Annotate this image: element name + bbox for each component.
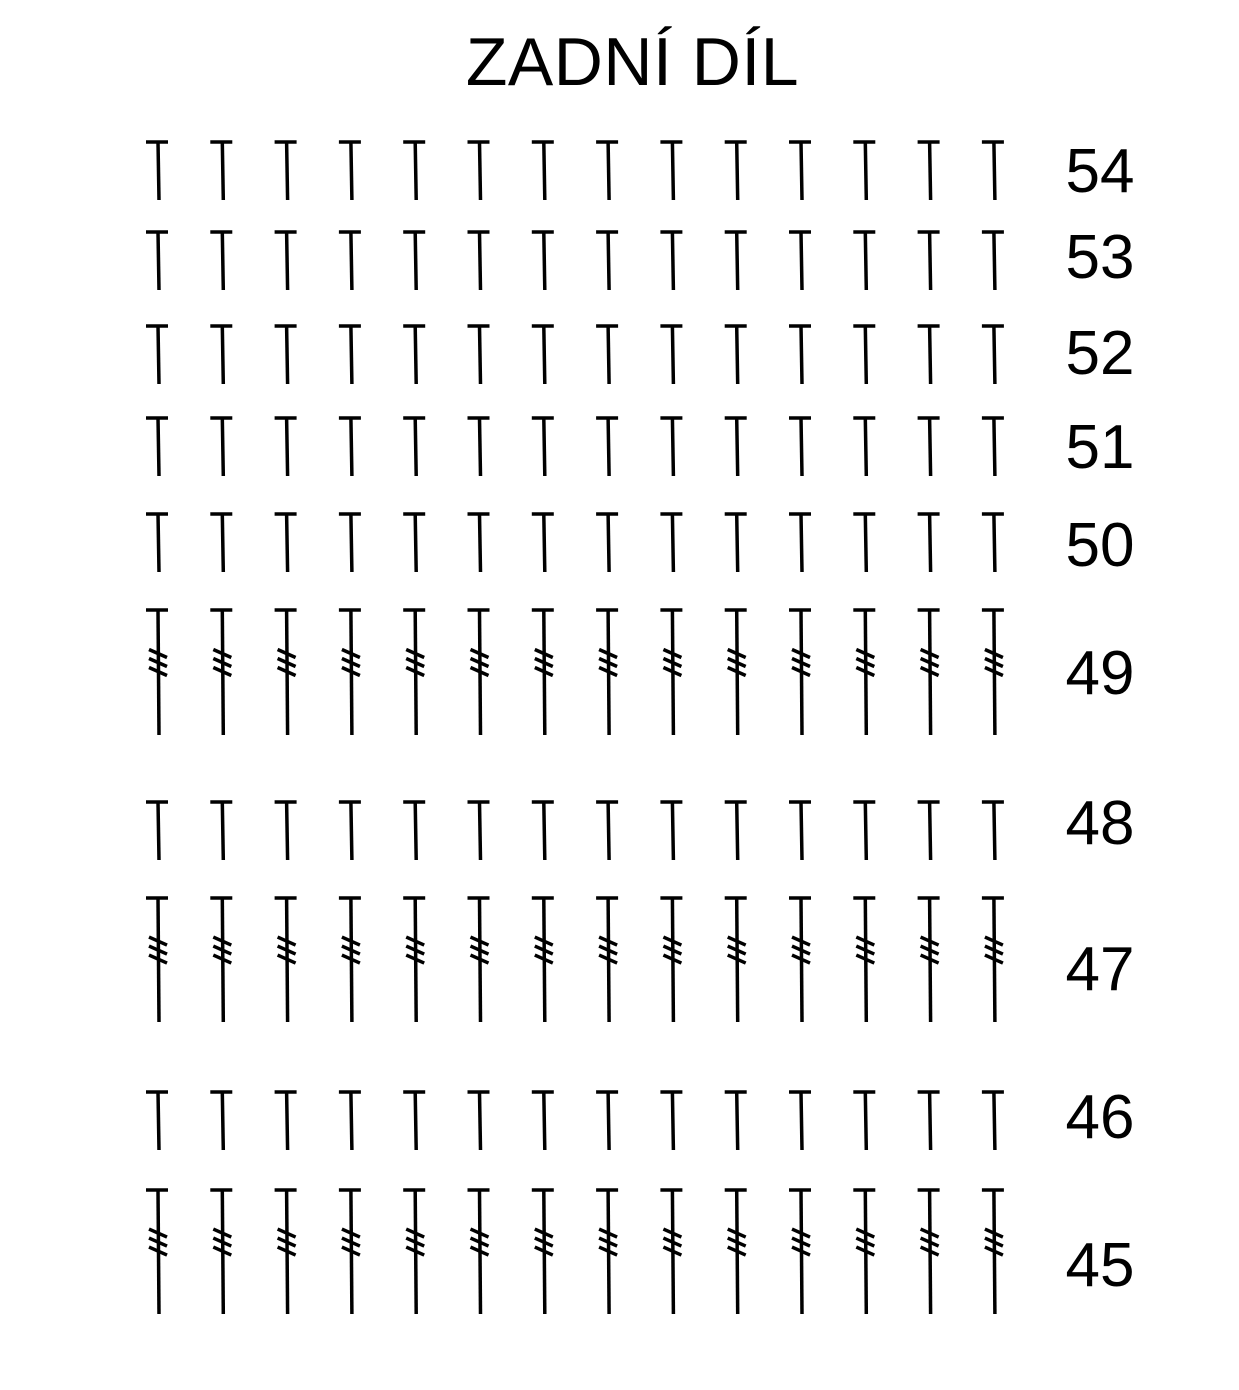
short-stitch-symbol	[660, 514, 682, 572]
short-stitch-symbol	[725, 232, 747, 290]
short-stitch-symbol	[918, 1092, 940, 1150]
tall-stitch-symbol	[596, 1190, 618, 1314]
short-stitch-symbol	[853, 1092, 875, 1150]
stitch-row-46	[146, 1083, 1134, 1152]
short-stitch-symbol	[725, 142, 747, 200]
short-stitch-symbol	[275, 1092, 297, 1150]
tall-stitch-symbol	[339, 610, 361, 735]
short-stitch-symbol	[789, 142, 811, 200]
tall-stitch-symbol	[468, 610, 490, 735]
short-stitch-symbol	[532, 326, 554, 384]
tall-stitch-symbol	[853, 898, 875, 1022]
short-stitch-symbol	[853, 142, 875, 200]
short-stitch-symbol	[982, 802, 1004, 860]
short-stitch-symbol	[725, 1092, 747, 1150]
short-stitch-symbol	[853, 802, 875, 860]
tall-stitch-symbol	[275, 898, 297, 1022]
tall-stitch-symbol	[403, 1190, 425, 1314]
tall-stitch-symbol	[210, 1190, 232, 1314]
short-stitch-symbol	[918, 232, 940, 290]
short-stitch-symbol	[596, 326, 618, 384]
tall-stitch-symbol	[789, 1190, 811, 1314]
tall-stitch-symbol	[982, 1190, 1004, 1314]
tall-stitch-symbol	[468, 898, 490, 1022]
tall-stitch-symbol	[660, 610, 682, 735]
short-stitch-symbol	[146, 1092, 168, 1150]
short-stitch-symbol	[789, 802, 811, 860]
short-stitch-symbol	[660, 326, 682, 384]
short-stitch-symbol	[403, 514, 425, 572]
short-stitch-symbol	[339, 802, 361, 860]
tall-stitch-symbol	[596, 898, 618, 1022]
short-stitch-symbol	[339, 418, 361, 476]
short-stitch-symbol	[532, 1092, 554, 1150]
short-stitch-symbol	[725, 802, 747, 860]
short-stitch-symbol	[146, 418, 168, 476]
short-stitch-symbol	[210, 514, 232, 572]
short-stitch-symbol	[918, 418, 940, 476]
short-stitch-symbol	[789, 1092, 811, 1150]
stitch-row-54	[146, 137, 1134, 206]
tall-stitch-symbol	[918, 1190, 940, 1314]
tall-stitch-symbol	[339, 898, 361, 1022]
short-stitch-symbol	[918, 142, 940, 200]
short-stitch-symbol	[339, 1092, 361, 1150]
short-stitch-symbol	[596, 418, 618, 476]
short-stitch-symbol	[853, 232, 875, 290]
short-stitch-symbol	[853, 326, 875, 384]
short-stitch-symbol	[403, 232, 425, 290]
short-stitch-symbol	[789, 326, 811, 384]
short-stitch-symbol	[596, 142, 618, 200]
short-stitch-symbol	[403, 1092, 425, 1150]
short-stitch-symbol	[146, 232, 168, 290]
row-number-label: 46	[1065, 1083, 1135, 1152]
short-stitch-symbol	[596, 232, 618, 290]
tall-stitch-symbol	[853, 610, 875, 735]
tall-stitch-symbol	[725, 1190, 747, 1314]
short-stitch-symbol	[532, 802, 554, 860]
short-stitch-symbol	[339, 232, 361, 290]
short-stitch-symbol	[789, 232, 811, 290]
short-stitch-symbol	[339, 142, 361, 200]
short-stitch-symbol	[210, 326, 232, 384]
tall-stitch-symbol	[660, 1190, 682, 1314]
tall-stitch-symbol	[532, 1190, 554, 1314]
short-stitch-symbol	[660, 142, 682, 200]
short-stitch-symbol	[146, 326, 168, 384]
tall-stitch-symbol	[918, 898, 940, 1022]
short-stitch-symbol	[275, 326, 297, 384]
tall-stitch-symbol	[982, 610, 1004, 735]
tall-stitch-symbol	[918, 610, 940, 735]
short-stitch-symbol	[532, 232, 554, 290]
short-stitch-symbol	[403, 326, 425, 384]
short-stitch-symbol	[918, 802, 940, 860]
stitch-row-45	[146, 1190, 1134, 1314]
short-stitch-symbol	[403, 142, 425, 200]
stitch-row-50	[146, 511, 1134, 580]
short-stitch-symbol	[982, 232, 1004, 290]
short-stitch-symbol	[660, 232, 682, 290]
short-stitch-symbol	[532, 514, 554, 572]
tall-stitch-symbol	[853, 1190, 875, 1314]
short-stitch-symbol	[596, 802, 618, 860]
stitch-row-47	[146, 898, 1134, 1022]
short-stitch-symbol	[982, 418, 1004, 476]
short-stitch-symbol	[210, 142, 232, 200]
short-stitch-symbol	[982, 142, 1004, 200]
tall-stitch-symbol	[982, 898, 1004, 1022]
short-stitch-symbol	[468, 142, 490, 200]
row-number-label: 54	[1065, 137, 1135, 206]
short-stitch-symbol	[339, 326, 361, 384]
short-stitch-symbol	[725, 418, 747, 476]
short-stitch-symbol	[468, 1092, 490, 1150]
tall-stitch-symbol	[532, 610, 554, 735]
tall-stitch-symbol	[789, 898, 811, 1022]
tall-stitch-symbol	[725, 610, 747, 735]
short-stitch-symbol	[339, 514, 361, 572]
short-stitch-symbol	[468, 418, 490, 476]
short-stitch-symbol	[596, 514, 618, 572]
short-stitch-symbol	[789, 514, 811, 572]
row-number-label: 48	[1065, 789, 1135, 858]
short-stitch-symbol	[468, 802, 490, 860]
stitch-row-48	[146, 789, 1134, 860]
diagram-title: ZADNÍ DÍL	[465, 24, 800, 100]
short-stitch-symbol	[918, 326, 940, 384]
tall-stitch-symbol	[403, 898, 425, 1022]
short-stitch-symbol	[918, 514, 940, 572]
tall-stitch-symbol	[725, 898, 747, 1022]
short-stitch-symbol	[210, 232, 232, 290]
tall-stitch-symbol	[210, 898, 232, 1022]
short-stitch-symbol	[982, 1092, 1004, 1150]
row-number-label: 52	[1065, 319, 1135, 388]
short-stitch-symbol	[275, 418, 297, 476]
short-stitch-symbol	[146, 802, 168, 860]
short-stitch-symbol	[660, 1092, 682, 1150]
stitch-row-52	[146, 319, 1134, 388]
tall-stitch-symbol	[532, 898, 554, 1022]
short-stitch-symbol	[468, 326, 490, 384]
short-stitch-symbol	[853, 514, 875, 572]
row-number-label: 49	[1065, 639, 1135, 708]
short-stitch-symbol	[660, 418, 682, 476]
tall-stitch-symbol	[596, 610, 618, 735]
short-stitch-symbol	[210, 1092, 232, 1150]
tall-stitch-symbol	[275, 1190, 297, 1314]
short-stitch-symbol	[982, 326, 1004, 384]
short-stitch-symbol	[982, 514, 1004, 572]
short-stitch-symbol	[725, 514, 747, 572]
short-stitch-symbol	[853, 418, 875, 476]
short-stitch-symbol	[146, 142, 168, 200]
tall-stitch-symbol	[146, 610, 168, 735]
short-stitch-symbol	[660, 802, 682, 860]
short-stitch-symbol	[596, 1092, 618, 1150]
row-number-label: 53	[1065, 223, 1135, 292]
short-stitch-symbol	[468, 232, 490, 290]
stitch-row-51	[146, 413, 1134, 482]
row-number-label: 50	[1065, 511, 1135, 580]
row-number-label: 51	[1065, 413, 1135, 482]
short-stitch-symbol	[275, 802, 297, 860]
short-stitch-symbol	[403, 418, 425, 476]
short-stitch-symbol	[275, 232, 297, 290]
short-stitch-symbol	[789, 418, 811, 476]
short-stitch-symbol	[725, 326, 747, 384]
short-stitch-symbol	[275, 514, 297, 572]
stitch-row-53	[146, 223, 1134, 292]
tall-stitch-symbol	[339, 1190, 361, 1314]
tall-stitch-symbol	[468, 1190, 490, 1314]
tall-stitch-symbol	[146, 898, 168, 1022]
short-stitch-symbol	[532, 418, 554, 476]
short-stitch-symbol	[532, 142, 554, 200]
tall-stitch-symbol	[210, 610, 232, 735]
tall-stitch-symbol	[660, 898, 682, 1022]
short-stitch-symbol	[275, 142, 297, 200]
short-stitch-symbol	[468, 514, 490, 572]
stitch-row-49	[146, 610, 1134, 735]
short-stitch-symbol	[210, 418, 232, 476]
short-stitch-symbol	[403, 802, 425, 860]
row-number-label: 47	[1065, 935, 1135, 1004]
tall-stitch-symbol	[403, 610, 425, 735]
short-stitch-symbol	[146, 514, 168, 572]
tall-stitch-symbol	[789, 610, 811, 735]
row-number-label: 45	[1065, 1231, 1135, 1300]
tall-stitch-symbol	[146, 1190, 168, 1314]
short-stitch-symbol	[210, 802, 232, 860]
tall-stitch-symbol	[275, 610, 297, 735]
